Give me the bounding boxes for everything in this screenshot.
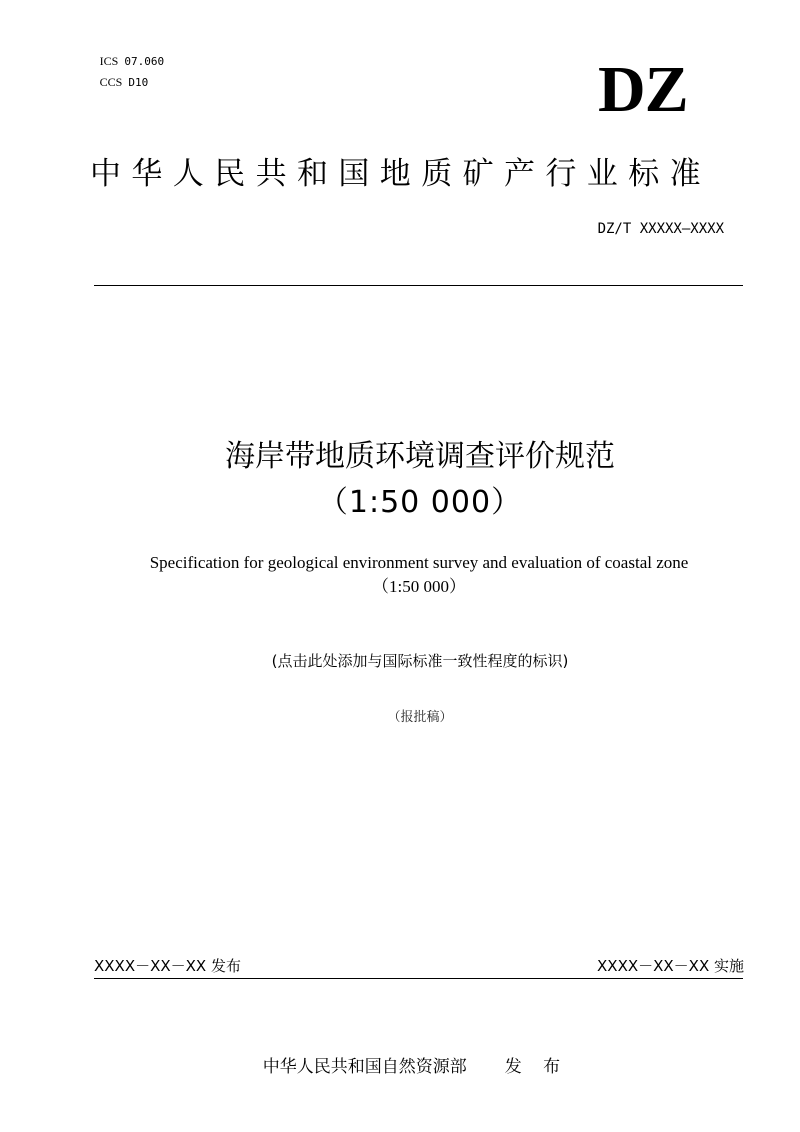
publish-date: XXXX－XX－XX 发布 — [94, 957, 241, 975]
ccs-label: CCS — [99, 75, 123, 89]
org-title: 中华人民共和国地质矿产行业标准 — [90, 156, 711, 192]
english-title: Specification for geological environment survey and evaluation of coastal zone — [149, 553, 689, 572]
dz-logo: DZ — [598, 53, 688, 126]
issuer-name: 中华人民共和国自然资源部 — [262, 1057, 467, 1077]
header-divider — [94, 285, 743, 286]
standard-number: DZ/T XXXXX—XXXX — [597, 221, 724, 237]
ics-code: 07.060 — [124, 55, 165, 68]
draft-status: （报批稿） — [387, 710, 453, 725]
footer-divider — [94, 978, 743, 979]
implement-date: XXXX－XX－XX 实施 — [597, 957, 744, 975]
issue-word: 发 布 — [504, 1057, 569, 1077]
ccs-code-line — [92, 61, 148, 90]
chinese-title-scale: （1:50 000） — [317, 485, 523, 520]
english-title-scale: （1:50 000） — [372, 577, 466, 596]
chinese-title: 海岸带地质环境调查评价规范 — [225, 439, 615, 474]
ccs-code: D10 — [128, 76, 149, 89]
consistency-note[interactable]: (点击此处添加与国际标准一致性程度的标识) — [271, 652, 569, 670]
issuer-line — [0, 1034, 800, 1078]
ics-label: ICS — [99, 54, 119, 68]
